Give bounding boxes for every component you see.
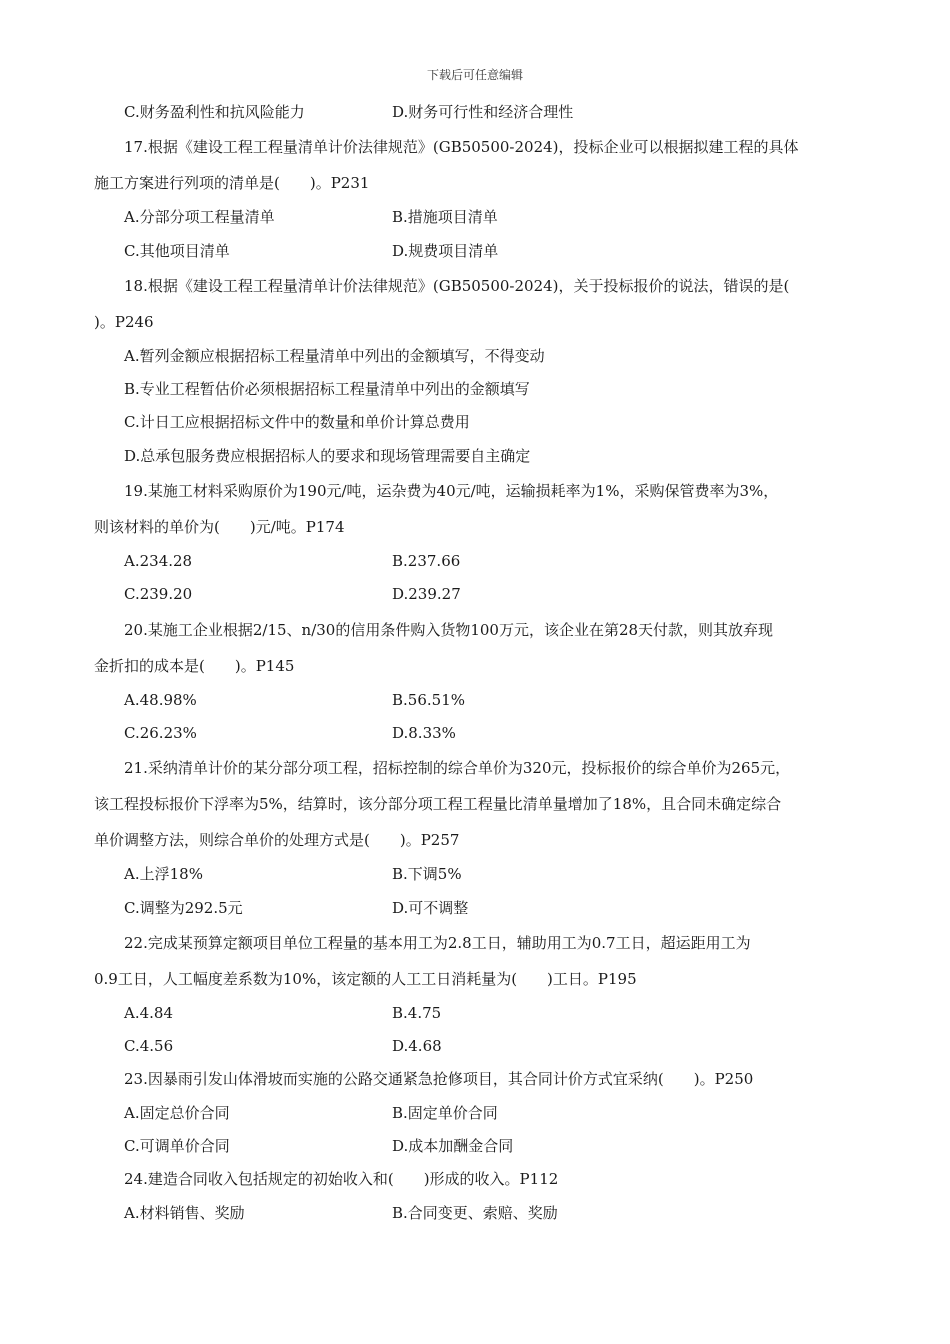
option-b: B.合同变更、索赔、奖励 <box>392 1203 558 1222</box>
question-stem: 18.根据《建设工程工程量清单计价法律规范》(GB50500-2024)，关于投标报价的说法，错误的是( <box>124 276 790 295</box>
option-d: D.可不调整 <box>392 898 469 917</box>
question-stem-cont: 金折扣的成本是( )。P145 <box>94 656 295 675</box>
option-row <box>94 1130 874 1163</box>
option-d: D.8.33% <box>392 723 456 742</box>
page-header: 下载后可任意编辑 <box>426 68 523 82</box>
question-stem: 24.建造合同收入包括规定的初始收入和( )形成的收入。P112 <box>124 1170 559 1189</box>
option-b: B.固定单价合同 <box>392 1103 498 1122</box>
question-stem: 17.根据《建设工程工程量清单计价法律规范》(GB50500-2024)，投标企业可以根据拟建工程的具体 <box>124 138 799 157</box>
question-24 <box>94 1163 874 1230</box>
option-d: D.财务可行性和经济合理性 <box>392 103 574 121</box>
question-stem-cont: 单价调整方法，则综合单价的处理方式是( )。P257 <box>94 831 460 850</box>
option-a: A.固定总价合同 <box>124 1103 230 1122</box>
option-b: B.措施项目清单 <box>392 208 498 227</box>
option-b: B.下调5% <box>392 865 462 884</box>
option-row <box>94 892 874 925</box>
option-d: D.4.68 <box>392 1037 442 1056</box>
option-c: C.财务盈利性和抗风险能力 <box>124 103 305 121</box>
option-a: A.4.84 <box>124 1003 173 1022</box>
option-row <box>94 858 874 891</box>
question-21 <box>94 750 874 925</box>
question-stem-cont: )。P246 <box>94 312 154 331</box>
option-row <box>94 1197 874 1230</box>
option-row <box>94 235 874 268</box>
option-c: C.可调单价合同 <box>124 1137 230 1156</box>
option-row <box>94 201 874 234</box>
option-b: B.56.51% <box>392 690 465 709</box>
option-row <box>94 717 874 750</box>
question-stem-cont: 施工方案进行列项的清单是( )。P231 <box>94 174 370 193</box>
option-row <box>94 684 874 717</box>
content-area <box>94 96 874 1230</box>
option-d: D.239.27 <box>392 585 461 604</box>
option-a: A.48.98% <box>124 690 197 709</box>
question-22 <box>94 925 874 1064</box>
option-c: C.239.20 <box>124 585 193 604</box>
option-row <box>94 578 874 611</box>
option-b: B.237.66 <box>392 552 461 571</box>
option-c: C.26.23% <box>124 723 197 742</box>
option-c: C.4.56 <box>124 1037 174 1056</box>
question-stem-cont: 0.9工日，人工幅度差系数为10%，该定额的人工工日消耗量为( )工日。P195 <box>94 969 637 988</box>
question-stem-cont: 则该材料的单价为( )元/吨。P174 <box>94 518 345 537</box>
option-a: A.暂列金额应根据招标工程量清单中列出的金额填写，不得变动 <box>124 346 545 365</box>
option-c: C.调整为292.5元 <box>124 898 243 917</box>
option-row <box>94 545 874 578</box>
option-a: A.分部分项工程量清单 <box>124 208 275 227</box>
question-18 <box>94 268 874 473</box>
option-a: A.上浮18% <box>124 865 203 884</box>
question-stem: 20.某施工企业根据2/15、n/30的信用条件购入货物100万元，该企业在第28天付款，则其放弃现 <box>124 620 774 639</box>
option-b: B.专业工程暂估价必须根据招标工程量清单中列出的金额填写 <box>124 380 530 399</box>
option-d: D.总承包服务费应根据招标人的要求和现场管理需要自主确定 <box>124 446 531 465</box>
question-stem: 23.因暴雨引发山体滑坡而实施的公路交通紧急抢修项目，其合同计价方式宜采纳( )。P250 <box>124 1070 754 1089</box>
option-b: B.4.75 <box>392 1003 442 1022</box>
question-stem: 21.采纳清单计价的某分部分项工程，招标控制的综合单价为320元，投标报价的综合单价为265元， <box>124 759 791 778</box>
question-20 <box>94 612 874 751</box>
option-d: D.规费项目清单 <box>392 241 499 260</box>
question-stem-cont: 该工程投标报价下浮率为5%，结算时，该分部分项工程工程量比清单量增加了18%，且合同未确定综合 <box>94 795 782 814</box>
question-stem: 19.某施工材料采购原价为190元/吨，运杂费为40元/吨，运输损耗率为1%，采购保管费率为3%， <box>124 482 779 501</box>
option-row <box>94 1097 874 1130</box>
option-row <box>94 997 874 1030</box>
option-c: C.其他项目清单 <box>124 241 230 260</box>
question-stem: 22.完成某预算定额项目单位工程量的基本用工为2.8工日，辅助用工为0.7工日，超运距用工为 <box>124 933 751 952</box>
option-a: A.材料销售、奖励 <box>124 1203 245 1222</box>
option-row <box>94 1030 874 1063</box>
question-23 <box>94 1063 874 1163</box>
option-d: D.成本加酬金合同 <box>392 1137 514 1156</box>
question-19 <box>94 473 874 612</box>
option-row <box>94 96 874 129</box>
question-17 <box>94 129 874 268</box>
option-c: C.计日工应根据招标文件中的数量和单价计算总费用 <box>124 413 470 432</box>
option-a: A.234.28 <box>124 552 193 571</box>
